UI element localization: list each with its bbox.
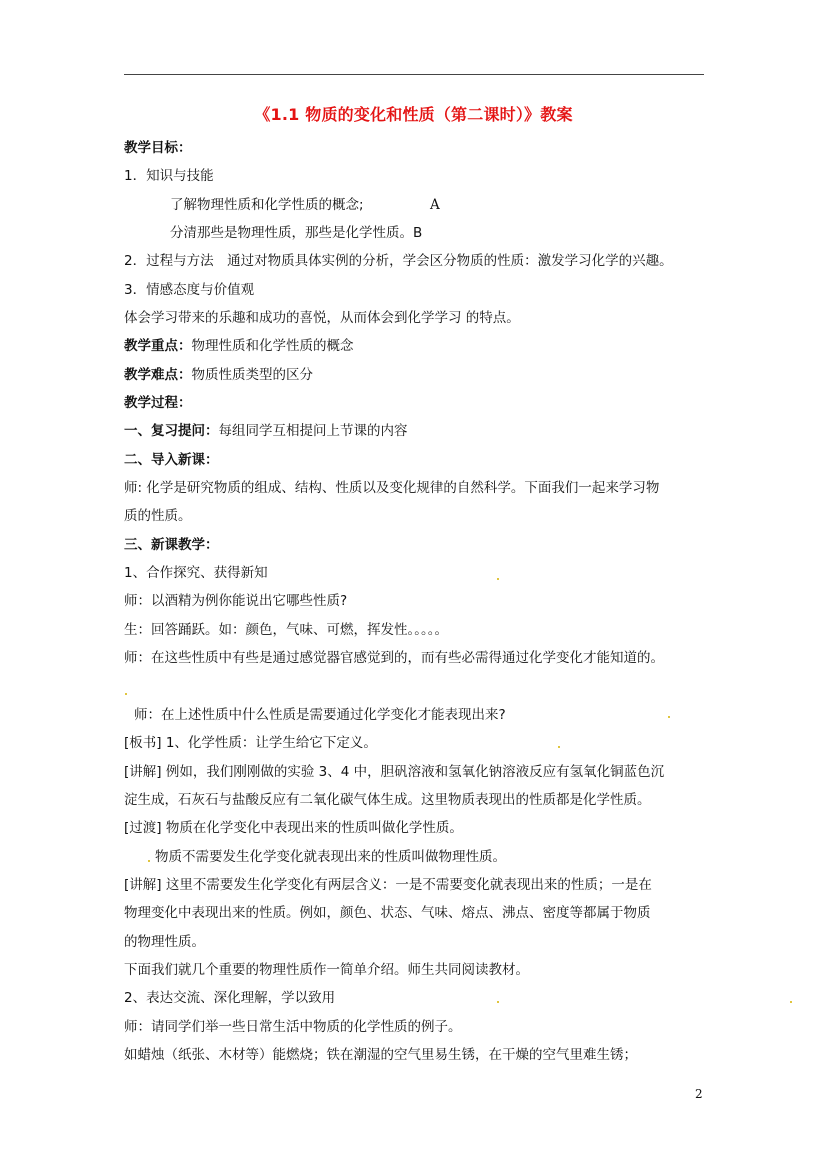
body-line: 生：回答踊跃。如：颜色，气味、可燃，挥发性。。。。。 (124, 622, 448, 638)
process-heading: 教学过程： (124, 395, 192, 411)
review-text: 每组同学互相提问上节课的内容 (218, 423, 408, 439)
difficulty-text: 物质性质类型的区分 (191, 367, 313, 383)
body-line: 师：在上述性质中什么性质是需要通过化学变化才能表现出来? (134, 707, 506, 723)
speck (125, 693, 127, 695)
speck (497, 1001, 499, 1003)
body-line: [板书] 1、化学性质：让学生给它下定义。 (124, 735, 377, 751)
body-line: 2、表达交流、深化理解，学以致用 (124, 990, 336, 1006)
body-line: [过渡] 物质在化学变化中表现出来的性质叫做化学性质。 (124, 820, 463, 836)
goal-process: 2．过程与方法 通过对物质具体实例的分析，学会区分物质的性质：激发学习化学的兴趣。 (124, 253, 673, 269)
intro-heading: 二、导入新课： (124, 452, 219, 468)
goals-heading: 教学目标： (124, 140, 192, 156)
goal-knowledge-a: 了解物理性质和化学性质的概念; (170, 197, 364, 213)
body-line: 下面我们就几个重要的物理性质作一简单介绍。师生共同阅读教材。 (124, 962, 529, 978)
body-line: 师：请同学们举一些日常生活中物质的化学性质的例子。 (124, 1019, 462, 1035)
body-line: 淀生成，石灰石与盐酸反应有二氧化碳气体生成。这里物质表现出的性质都是化学性质。 (124, 792, 651, 808)
body-line: 物质不需要发生化学变化就表现出来的性质叫做物理性质。 (155, 849, 506, 865)
difficulty-label: 教学难点： (124, 367, 192, 383)
goal-knowledge-a-level: A (430, 197, 440, 213)
body-line: 如蜡烛（纸张、木材等）能燃烧；铁在潮湿的空气里易生锈，在干燥的空气里难生锈； (124, 1047, 637, 1063)
body-line: 1、合作探究、获得新知 (124, 565, 268, 581)
goal-attitude: 3．情感态度与价值观 (124, 282, 255, 298)
speck (497, 578, 499, 580)
body-line: 师：在这些性质中有些是通过感觉器官感觉到的，而有些必需得通过化学变化才能知道的。 (124, 650, 664, 666)
speck (790, 1001, 792, 1003)
key-point-label: 教学重点： (124, 338, 192, 354)
body-line: 的物理性质。 (124, 934, 205, 950)
speck (148, 860, 150, 862)
key-point-text: 物理性质和化学性质的概念 (191, 338, 354, 354)
review-label: 一、复习提问： (124, 423, 219, 439)
speck (558, 746, 560, 748)
goal-attitude-text: 体会学习带来的乐趣和成功的喜悦，从而体会到化学学习 的特点。 (124, 310, 520, 326)
review-line (124, 422, 408, 440)
body-line: [讲解] 这里不需要发生化学变化有两层含义：一是不需要变化就表现出来的性质；一是在 (124, 877, 652, 893)
new-lesson-heading: 三、新课教学： (124, 537, 219, 553)
body-line: [讲解] 例如，我们刚刚做的实验 3、4 中，胆矾溶液和氢氧化钠溶液反应有氢氧化铜蓝色沉 (124, 764, 665, 780)
header-rule (124, 74, 704, 75)
difficulty (124, 366, 313, 384)
body-line: 师：以酒精为例你能说出它哪些性质? (124, 593, 348, 609)
goal-knowledge: 1．知识与技能 (124, 168, 214, 184)
intro-line-1: 师: 化学是研究物质的组成、结构、性质以及变化规律的自然科学。下面我们一起来学习物 (124, 480, 660, 496)
key-point (124, 337, 354, 355)
page-number: 2 (695, 1087, 703, 1101)
speck (668, 716, 670, 718)
document-title: 《1.1 物质的变化和性质（第二课时）》教案 (254, 105, 573, 124)
body-line: 物理变化中表现出来的性质。例如，颜色、状态、气味、熔点、沸点、密度等都属于物质 (124, 905, 651, 921)
goal-knowledge-b: 分清那些是物理性质，那些是化学性质。B (170, 225, 423, 241)
intro-line-2: 质的性质。 (124, 508, 192, 524)
